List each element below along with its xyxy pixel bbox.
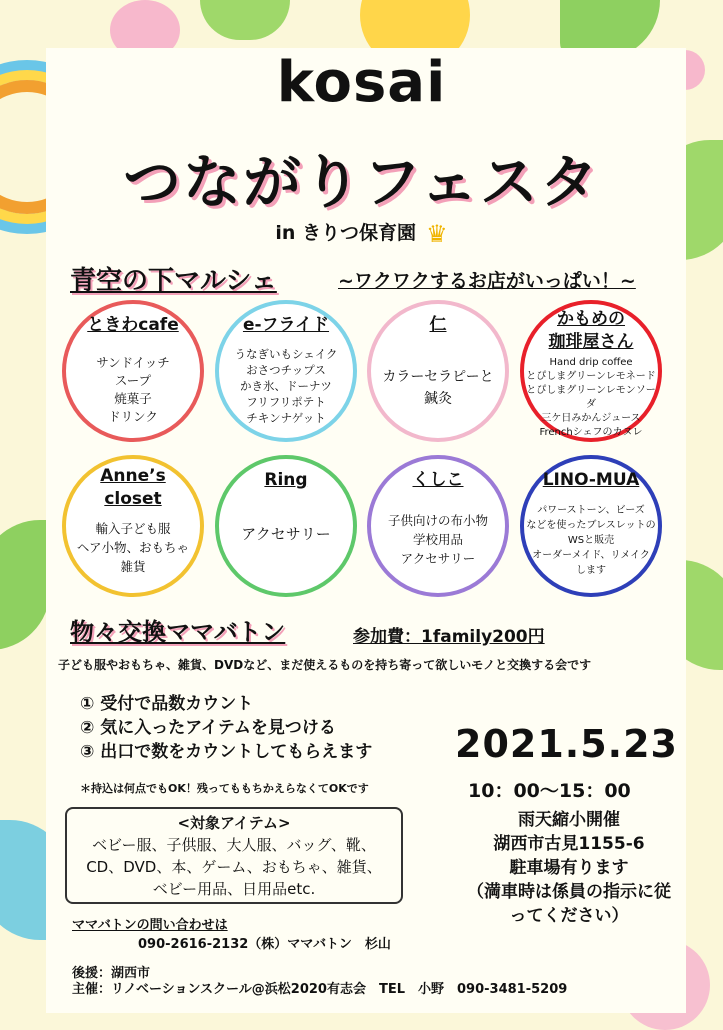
- shop-circle: [62, 300, 204, 442]
- event-title: つながりフェスタ: [122, 148, 601, 216]
- venue-text: in きりつ保育園: [275, 222, 417, 244]
- step-item: ③ 出口で数をカウントしてもらえます: [80, 742, 373, 762]
- shop-name: e-フライド: [242, 315, 330, 335]
- venue: [0, 218, 723, 248]
- shop-items: うなぎいもシェイク おさつチップス かき氷、ドーナツ フリフリポテト チキンナゲット: [234, 347, 338, 425]
- target-items-title: <対象アイテム>: [177, 814, 291, 832]
- baton-steps: [80, 692, 372, 764]
- shop-name: くしこ: [412, 470, 464, 490]
- baton-title: 物々交換ママバトン: [70, 618, 286, 646]
- shop-items: 子供向けの布小物 学校用品 アクセサリー: [387, 513, 488, 566]
- shop-name: ときわcafe: [87, 315, 179, 335]
- shop-circle: [367, 455, 509, 597]
- marche-title: 青空の下マルシェ: [70, 266, 277, 296]
- shop-circle: [367, 300, 509, 442]
- shop-name: Anne’s closet: [100, 466, 166, 509]
- leaf-decoration: [0, 520, 50, 650]
- contact-line: 090-2616-2132（株）ママバトン 杉山: [138, 937, 391, 952]
- event-time: 10：00〜15：00: [468, 780, 631, 802]
- event-details: [448, 808, 690, 928]
- detail-line: ってください）: [509, 906, 629, 926]
- shop-name: Ring: [264, 470, 308, 490]
- shop-name: 仁: [429, 315, 447, 335]
- baton-note: ＊持込は何点でもOK！残ってももちかえらなくてOKです: [80, 782, 369, 795]
- shop-items: サンドイッチ スープ 焼菓子 ドリンク: [96, 355, 170, 424]
- marche-subtitle: ~ワクワクするお店がいっぱい！~: [338, 270, 636, 292]
- shop-items: 輸入子ども服 ヘア小物、おもちゃ 雑貨: [76, 521, 190, 574]
- host-line: 主催：リノベーションスクール@浜松2020有志会 TEL 小野 090-3481-5209: [72, 982, 568, 997]
- shop-circle: [215, 455, 357, 597]
- shop-name: LINO-MUA: [542, 470, 640, 490]
- leaf-decoration: [200, 0, 290, 40]
- contact-title: ママバトンの問い合わせは: [72, 918, 228, 933]
- shop-circle: [520, 300, 662, 442]
- target-item-line: ベビー用品、日用品etc.: [152, 880, 316, 898]
- participation-fee: 参加費：1family200円: [353, 627, 545, 647]
- support-line: 後援：湖西市: [72, 966, 151, 981]
- shop-items: アクセサリー: [241, 525, 331, 543]
- shop-circle: [520, 455, 662, 597]
- shop-items: パワーストーン、ビーズ などを使ったブレスレットの WSと販売 オーダーメイド、リメイク します: [526, 505, 656, 576]
- step-item: ① 受付で品数カウント: [80, 694, 254, 714]
- shop-items: カラーセラピーと 鍼灸: [382, 369, 494, 407]
- detail-line: 湖西市古見1155-6: [493, 834, 645, 854]
- baton-description: 子ども服やおもちゃ、雑貨、DVDなど、まだ使えるものを持ち寄って欲しいモノと交換する会です: [58, 658, 592, 672]
- shop-items: Hand drip coffee とぴしまグリーンレモネード とぴしまグリーンレモンソーダ 三ケ日みかんジュース Frenchシェフのカヌレ: [526, 357, 656, 438]
- event-date: 2021.5.23: [455, 722, 678, 766]
- shop-circle: [215, 300, 357, 442]
- detail-line: 駐車場有ります: [509, 858, 629, 878]
- detail-line: 雨天縮小開催: [518, 810, 620, 830]
- detail-line: （満車時は係員の指示に従: [467, 882, 671, 902]
- shop-name: かもめの 珈琲屋さん: [548, 309, 634, 352]
- step-item: ② 気に入ったアイテムを見つける: [80, 718, 336, 738]
- shop-circle: [62, 455, 204, 597]
- target-item-line: CD、DVD、本、ゲーム、おもちゃ、雑貨、: [86, 858, 382, 876]
- target-item-line: ベビー服、子供服、大人服、バッグ、靴、: [92, 836, 376, 854]
- target-items-box: [65, 807, 403, 904]
- crown-icon: ♛: [426, 219, 448, 248]
- brand-title: kosai: [276, 50, 447, 115]
